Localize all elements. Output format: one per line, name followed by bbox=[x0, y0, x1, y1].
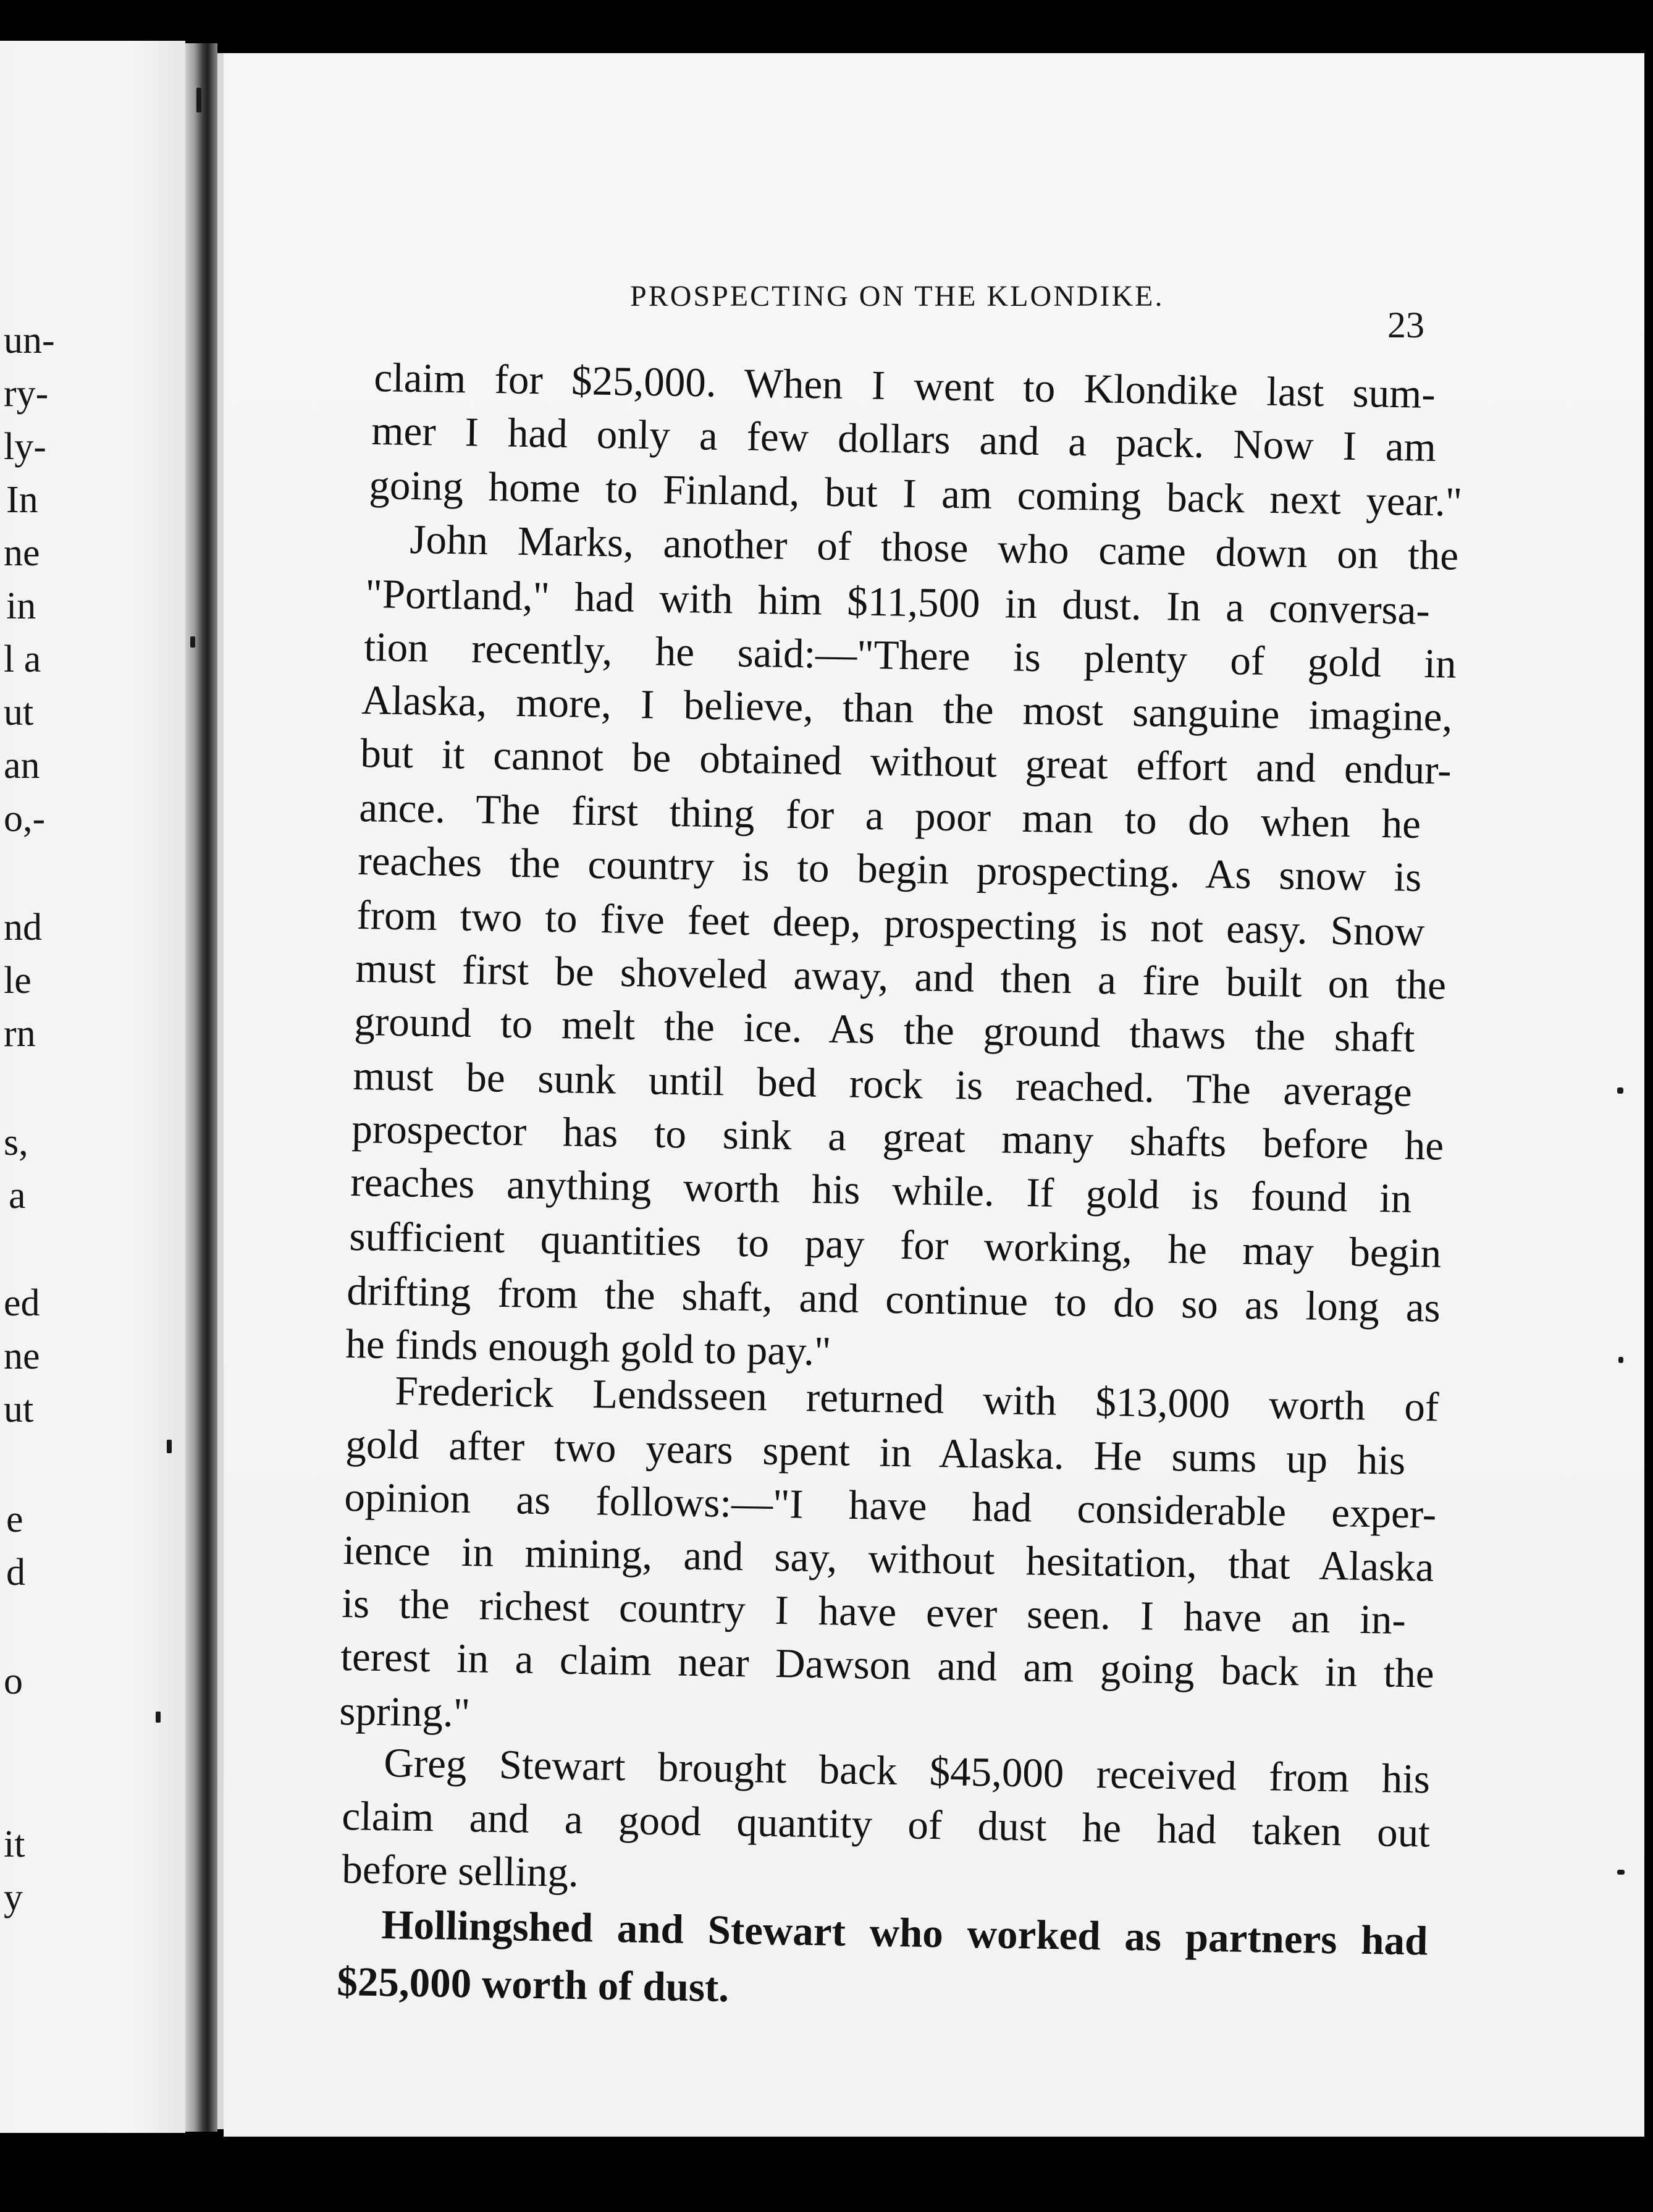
gutter-tick-mark bbox=[156, 1712, 161, 1723]
previous-page-line: ry- bbox=[4, 373, 49, 415]
text-line: from two to five feet deep, prospecting is not easy. Snow bbox=[356, 892, 1425, 955]
page-edge bbox=[217, 53, 224, 2129]
text-line: Greg Stewart brought back $45,000 received from his bbox=[383, 1740, 1431, 1802]
previous-page-line: nd bbox=[4, 906, 42, 948]
previous-page-line: it bbox=[4, 1823, 25, 1865]
previous-page-line: o bbox=[4, 1660, 23, 1702]
gutter-tick-mark bbox=[196, 88, 201, 112]
previous-page-line: o,- bbox=[4, 798, 46, 840]
gutter-tick-mark bbox=[167, 1440, 172, 1453]
text-line: but it cannot be obtained without great effort and endur- bbox=[360, 730, 1452, 793]
book-gutter bbox=[185, 43, 217, 2132]
previous-page-line: an bbox=[4, 745, 40, 787]
previous-page-line: In bbox=[6, 479, 38, 521]
previous-page-line: a bbox=[9, 1175, 26, 1217]
previous-page-line: in bbox=[6, 585, 36, 627]
previous-page-line: ne bbox=[4, 532, 40, 574]
text-line: opinion as follows:—"I have had considerable exper- bbox=[343, 1474, 1437, 1537]
scan-speck bbox=[1617, 1087, 1623, 1094]
text-line: Frederick Lendsseen returned with $13,000 worth of bbox=[394, 1368, 1439, 1430]
text-line: ience in mining, and say, without hesitation, that Alaska bbox=[342, 1527, 1434, 1590]
text-line: "Portland," had with him $11,500 in dust. In a conversa- bbox=[364, 571, 1431, 634]
gutter-tick-mark bbox=[190, 636, 195, 648]
previous-page-line: ut bbox=[4, 691, 34, 733]
text-line: before selling. bbox=[341, 1846, 579, 1896]
text-line: is the richest country I have ever seen. I have an in- bbox=[341, 1581, 1407, 1644]
text-line: gold after two years spent in Alaska. He sums up his bbox=[345, 1421, 1406, 1484]
text-line: claim for $25,000. When I went to Klondike last sum- bbox=[373, 355, 1436, 417]
text-line: going home to Finland, but I am coming back next year." bbox=[368, 462, 1463, 525]
previous-page-line: d bbox=[6, 1551, 25, 1594]
text-line: reaches the country is to begin prospecting. As snow is bbox=[357, 838, 1422, 901]
running-head: PROSPECTING ON THE KLONDIKE. bbox=[630, 280, 1164, 313]
page-number: 23 bbox=[1387, 305, 1424, 345]
previous-page-line: y bbox=[4, 1876, 23, 1919]
text-line: ance. The first thing for a poor man to do when he bbox=[358, 785, 1421, 847]
previous-page-line: s, bbox=[4, 1121, 28, 1163]
previous-page-line: ly- bbox=[4, 426, 46, 468]
previous-page-line: ed bbox=[4, 1282, 40, 1324]
previous-page-line: l a bbox=[4, 638, 41, 680]
text-line: $25,000 worth of dust. bbox=[336, 1959, 730, 2011]
text-line: must first be shoveled away, and then a fire built on the bbox=[355, 945, 1447, 1008]
text-line: Alaska, more, I believe, than the most sanguine imagine, bbox=[361, 677, 1453, 740]
text-line: ground to melt the ice. As the ground thaws the shaft bbox=[353, 998, 1415, 1061]
previous-page-line: le bbox=[4, 960, 32, 1002]
previous-page-line: ne bbox=[4, 1335, 40, 1377]
previous-page-line: e bbox=[6, 1498, 23, 1540]
scan-speck bbox=[1617, 1870, 1625, 1875]
text-line: prospector has to sink a great many shafts before he bbox=[351, 1106, 1444, 1169]
text-line: spring." bbox=[339, 1688, 471, 1736]
text-line: tion recently, he said:—"There is plenty of gold in bbox=[363, 624, 1457, 687]
text-line: terest in a claim near Dawson and am going back in the bbox=[340, 1634, 1435, 1697]
previous-page-line: rn bbox=[4, 1013, 36, 1055]
text-line: drifting from the shaft, and continue to do so as long as bbox=[346, 1268, 1441, 1331]
text-line: sufficient quantities to pay for working, he may begin bbox=[348, 1214, 1442, 1277]
text-line: mer I had only a few dollars and a pack. Now I am bbox=[371, 408, 1437, 471]
previous-page-line: un- bbox=[4, 319, 55, 361]
text-line: John Marks, another of those who came down on the bbox=[409, 517, 1459, 579]
text-line: claim and a good quantity of dust he had taken out bbox=[341, 1793, 1431, 1856]
text-line: Hollingshed and Stewart who worked as partners had bbox=[381, 1902, 1428, 1964]
previous-page-line: ut bbox=[4, 1388, 34, 1430]
text-line: reaches anything worth his while. If gold is found in bbox=[350, 1159, 1412, 1222]
text-line: he finds enough gold to pay." bbox=[345, 1321, 831, 1375]
text-line: must be sunk until bed rock is reached. The average bbox=[352, 1053, 1413, 1115]
scan-speck bbox=[1618, 1357, 1623, 1363]
